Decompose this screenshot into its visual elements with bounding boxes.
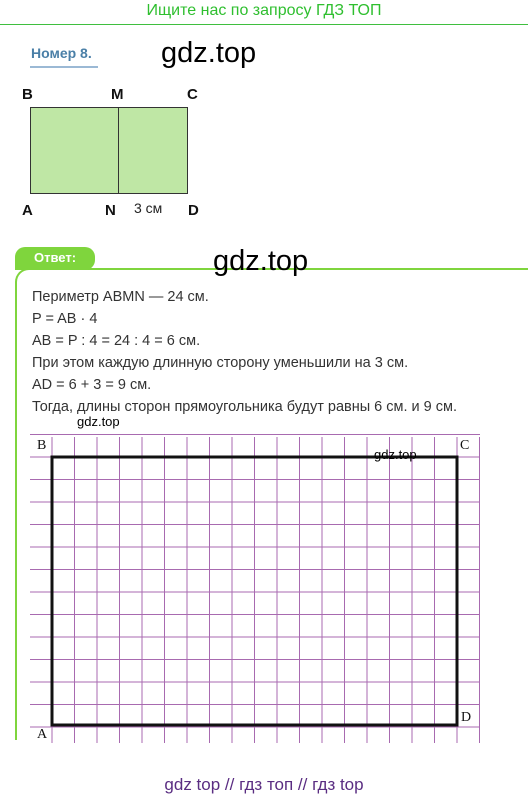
figure-measure: 3 см — [134, 200, 163, 216]
task-number: Номер 8. — [31, 45, 92, 61]
watermark: gdz.top — [213, 245, 309, 277]
answer-line: Периметр ABMN — 24 см. — [32, 289, 209, 305]
figure-label-d: D — [188, 202, 199, 219]
top-banner-text[interactable]: Ищите нас по запросу ГДЗ ТОП — [146, 2, 382, 19]
answer-line: P = AB · 4 — [32, 311, 98, 327]
figure-label-n: N — [105, 202, 116, 219]
task-number-underline — [30, 66, 98, 68]
answer-line: AB = P : 4 = 24 : 4 = 6 см. — [32, 333, 201, 349]
watermark: gdz.top — [77, 414, 120, 429]
watermark: gdz.top — [161, 37, 257, 69]
figure-label-b: B — [22, 86, 33, 103]
watermark: gdz.top — [374, 447, 417, 462]
answer-line: При этом каждую длинную сторону уменьшили на 3 см. — [32, 355, 409, 371]
figure-label-m: M — [111, 86, 124, 103]
figure-label-a: A — [22, 202, 33, 219]
figure-segment-mn — [118, 107, 119, 194]
drawing-label-c: C — [460, 438, 470, 453]
drawing-label-b: B — [37, 438, 47, 453]
figure-label-c: C — [187, 86, 198, 103]
grid-lines — [30, 435, 480, 744]
footer-links[interactable]: gdz top // гдз топ // гдз top — [164, 775, 364, 794]
answer-line: Тогда, длины сторон прямоугольника будут равны 6 см. и 9 см. — [32, 399, 458, 415]
grid-drawing — [30, 433, 482, 746]
answer-line: AD = 6 + 3 = 9 см. — [32, 377, 152, 393]
drawing-label-d: D — [461, 710, 472, 725]
answer-tag-label: Ответ: — [33, 250, 77, 265]
figure-rectangle — [30, 107, 188, 194]
drawing-label-a: A — [37, 727, 48, 742]
